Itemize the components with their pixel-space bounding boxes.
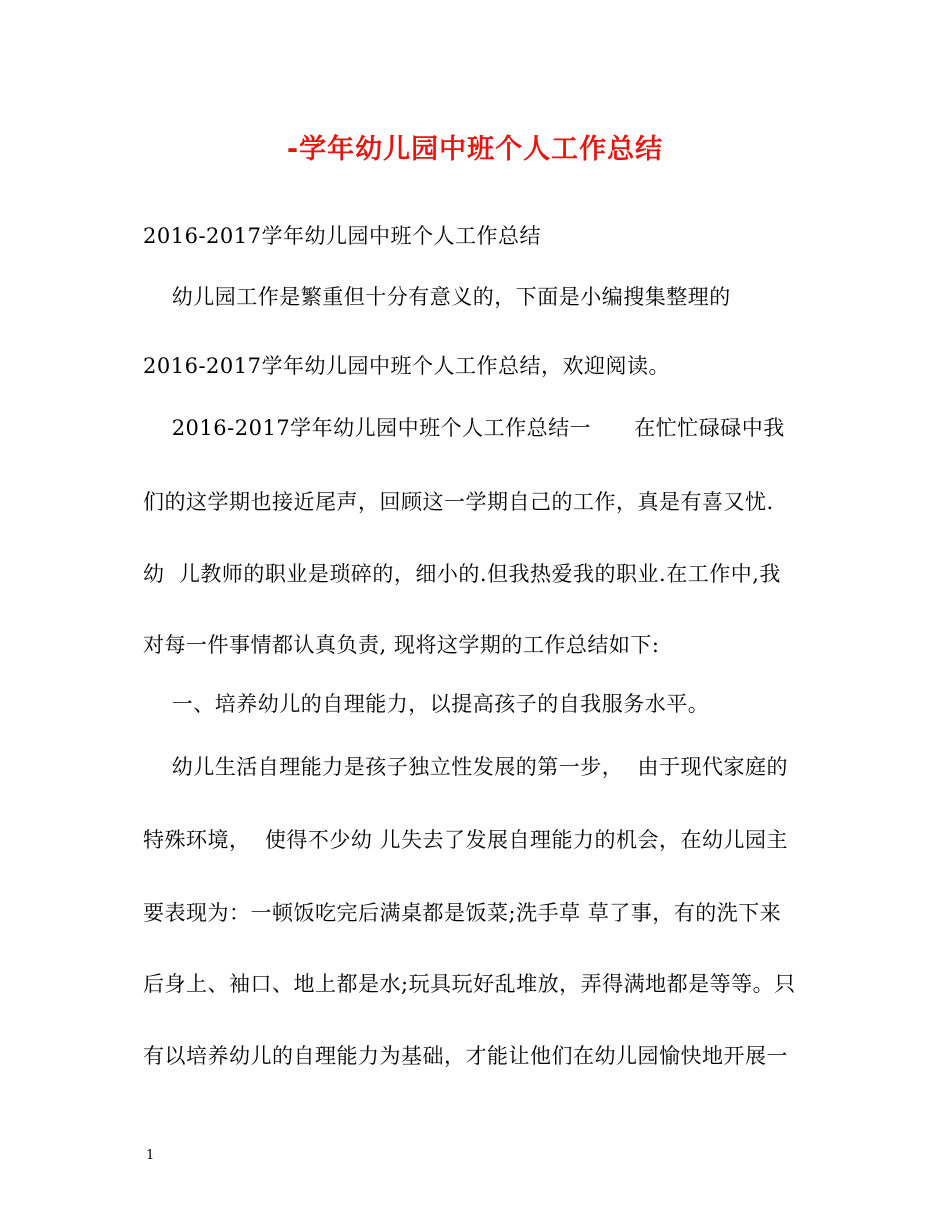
text-line: 2016-2017学年幼儿园中班个人工作总结，欢迎阅读。 (143, 354, 670, 378)
text-line: 后身上、袖口、地上都是水;玩具玩好乱堆放，弄得满地都是等等。只 (143, 972, 796, 996)
text-line: 2016-2017学年幼儿园中班个人工作总结 (143, 224, 541, 248)
text-line: 一、培养幼儿的自理能力，以提高孩子的自我服务水平。 (143, 692, 710, 716)
page-number: 1 (146, 1148, 155, 1163)
text-line: 幼 儿教师的职业是琐碎的，细小的.但我热爱我的职业.在工作中,我 (143, 562, 781, 586)
text-line: 们的这学期也接近尾声，回顾这一学期自己的工作，真是有喜又忧. (143, 490, 774, 514)
text-line: 2016-2017学年幼儿园中班个人工作总结一 在忙忙碌碌中我 (143, 416, 785, 440)
text-line: 特殊环境， 使得不少幼 儿失去了发展自理能力的机会，在幼儿园主 (143, 828, 789, 852)
document-title: -学年幼儿园中班个人工作总结 (286, 134, 664, 165)
text-line: 幼儿园工作是繁重但十分有意义的，下面是小编搜集整理的 (143, 285, 731, 309)
text-line: 要表现为：一顿饭吃完后满桌都是饭菜;洗手草 草了事，有的洗下来 (143, 901, 782, 925)
text-line: 有以培养幼儿的自理能力为基础，才能让他们在幼儿园愉快地开展一 (143, 1044, 788, 1068)
text-line: 对每一件事情都认真负责, 现将这学期的工作总结如下: (143, 633, 660, 657)
text-line: 幼儿生活自理能力是孩子独立性发展的第一步， 由于现代家庭的 (143, 755, 789, 779)
